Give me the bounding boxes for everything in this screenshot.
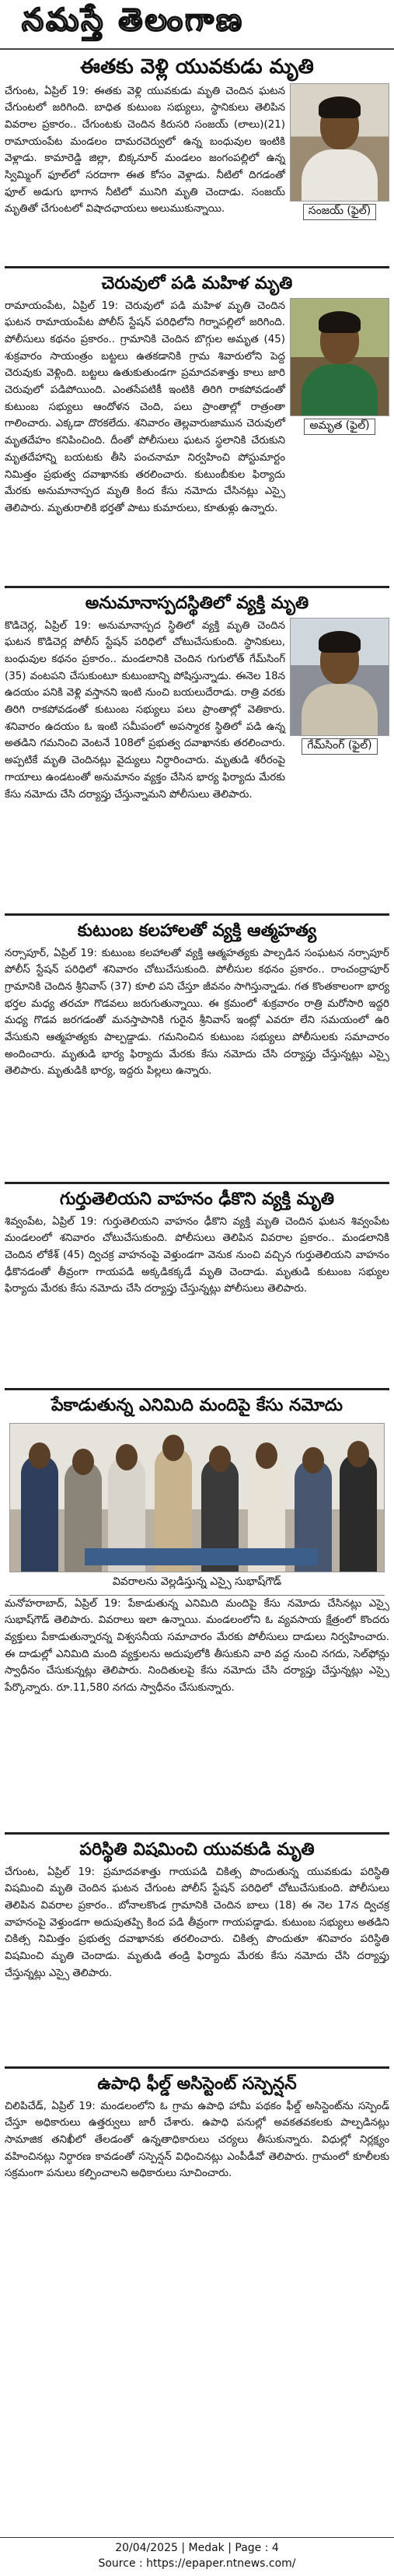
article-swimming-death	[0, 50, 394, 266]
page-footer	[0, 2537, 394, 2576]
article-body: శివ్వంపేట, ఏప్రిల్ 19: గుర్తుతెలియని వాహనం ఢీకొని వ్యక్తి మృతి చెందిన ఘటన శివ్వంపేట మండలంలో శనివారం చోటుచేసుకుంది. పోలీసులు తెలిపిన వివరాల ప్రకారం.. మండలానికి చెందిన లోకేశ్ (45) ద్విచక్ర వాహనంపై వెళ్తుండగా వెనుక నుంచి వచ్చిన గుర్తుతెలియని వాహనం ఢీకొనడంతో తీవ్రంగా గాయపడి అక్కడికక్కడే మృతి చెందాడు. మృతుడి కుటుంబ సభ్యుల ఫిర్యాదు మేరకు కేసు నమోదు చేసి దర్యాప్తు చేస్తున్నట్లు పోలీసులు తెలిపారు.	[5, 1215, 389, 1295]
article-body: చిలిపిచేడ్, ఏప్రిల్ 19: మండలంలోని ఓ గ్రామ ఉపాధి హామీ పథకం ఫీల్డ్ అసిస్టెంట్‌ను సస్పెండ్ చేస్తూ అధికారులు ఉత్తర్వులు జారీ చేశారు. ఉపాధి పనుల్లో అవకతవకలకు పాల్పడినట్లు సామాజిక తనిఖీలో తేలడంతో ఉన్నతాధికారులు చర్యలు తీసుకున్నారు. విధుల్లో నిర్లక్ష్యం వహించినట్లు నిర్ధారణ కావడంతో సస్పెన్షన్ విధించినట్లు ఎంపీడీవో తెలిపారు. గ్రామంలో కూలీలకు సక్రమంగా పనులు కల్పించాలని అధికారులు సూచించారు.	[5, 2100, 389, 2180]
article-headline: చెరువులో పడి మహిళ మృతి	[101, 274, 293, 293]
article-body: నర్సాపూర్, ఏప్రిల్ 19: కుటుంబ కలహాలతో వ్యక్తి ఆత్మహత్యకు పాల్పడిన సంఘటన నర్సాపూర్ పోలీస్ స్టేషన్ పరిధిలో శనివారం చోటుచేసుకుంది. పోలీసుల కథనం ప్రకారం.. రాంచంద్రాపూర్ గ్రామానికి చెందిన శ్రీనివాస్ (37) కూలి పని చేస్తూ జీవనం సాగిస్తున్నాడు. గత కొంతకాలంగా భార్య భర్తల మధ్య తరచూ గొడవలు జరుగుతున్నాయి. ఈ క్రమంలో శుక్రవారం రాత్రి మరోసారి ఇద్దరి మధ్య గొడవ జరగడంతో మనస్తాపానికి గురైన శ్రీనివాస్ ఇంట్లో ఎవరూ లేని సమయంలో ఉరి వేసుకుని ఆత్మహత్యకు పాల్పడ్డాడు. గమనించిన కుటుంబ సభ్యులు పోలీసులకు సమాచారం అందించారు. మృతుడి భార్య ఫిర్యాదు మేరకు కేసు నమోదు చేసి దర్యాప్తు చేస్తున్నట్లు ఎస్సై తెలిపారు. మృతుడికి భార్య, ఇద్దరు పిల్లలు ఉన్నారు.	[5, 947, 389, 1078]
article-suicide	[0, 916, 394, 1182]
article-vehicle-accident	[0, 1184, 394, 1388]
footer-source-link[interactable]: Source : https://epaper.ntnews.com/	[98, 2557, 296, 2571]
article-youth-death	[0, 1835, 394, 2066]
footer-date-edition: 20/04/2025 | Medak | Page : 4	[115, 2542, 279, 2554]
article-pond-death	[0, 268, 394, 586]
article-suspicious-death	[0, 588, 394, 913]
article-gambling-case	[0, 1390, 394, 1832]
article-body: రామాయంపేట, ఏప్రిల్ 19: చెరువులో పడి మహిళ మృతి చెందిన ఘటన రామాయంపేట పోలీస్ స్టేషన్ పరిధిలోని గిర్నాపల్లిలో జరిగింది. పోలీసులు కథనం ప్రకారం.. గ్రామానికి చెందిన బొగ్గుల అమృత (45) శుక్రవారం సాయంత్రం బట్టలు ఉతకడానికి గ్రామ శివారులోని పెద్ద చెరువుకు వెళ్లింది. బట్టలు ఉతుకుతుండగా ప్రమాదవశాత్తు కాలు జారి చెరువులో పడిపోయింది. ఎంతసేపటికీ ఇంటికి తిరిగి రాకపోవడంతో కుటుంబ సభ్యులు ఆందోళన చెంది, పలు ప్రాంతాల్లో రాత్రంతా గాలించారు. ఎక్కడా దొరకలేదు. శనివారం తెల్లవారుజామున చెరువులో మృతదేహం కనిపించింది. దీంతో పోలీసులు ఘటన స్థలానికి చేరుకుని మృతదేహాన్ని బయటకు తీసి పంచనామా నిర్వహించి పోస్టుమార్టం నిమిత్తం ప్రభుత్వ దవాఖానకు తరలించారు. కుటుంబీకుల ఫిర్యాదు మేరకు అనుమానాస్పద మృతి కింద కేసు నమోదు చేసినట్లు ఎస్సై తెలిపారు. మృతురాలికి భర్తతో పాటు కుమారులు, కూతుళ్లు ఉన్నారు.	[5, 300, 285, 514]
article-body: చేగుంట, ఏప్రిల్ 19: ప్రమాదవశాత్తు గాయపడి చికిత్స పొందుతున్న యువకుడు పరిస్థితి విషమించి మృతి చెందిన ఘటన చేగుంట పోలీస్ స్టేషన్ పరిధిలో చోటుచేసుకుంది. పోలీసులు తెలిపిన వివరాల ప్రకారం.. బోనాలకొండ గ్రామానికి చెందిన బాలు (18) ఈ నెల 17న ద్విచక్ర వాహనంపై వెళ్తుండగా అదుపుతప్పి కింద పడి తీవ్రంగా గాయపడ్డాడు. కుటుంబ సభ్యులు అతడిని చికిత్స నిమిత్తం ప్రభుత్వ దవాఖానకు తరలించారు. చికిత్స పొందుతూ శనివారం పరిస్థితి విషమించి మృతి చెందాడు. మృతుడి తండ్రి ఫిర్యాదు మేరకు కేసు నమోదు చేసి దర్యాప్తు చేస్తున్నట్లు ఎస్సై తెలిపారు.	[5, 1866, 389, 1979]
article-headline: ఉపాధి ఫీల్డ్ అసిస్టెంట్ సస్పెన్షన్	[97, 2074, 297, 2094]
article-content	[5, 298, 389, 517]
portrait-image	[290, 83, 389, 202]
article-headline: అనుమానాస్పదస్థితిలో వ్యక్తి మృతి	[85, 594, 309, 613]
article-suspension	[0, 2069, 394, 2263]
article-photo	[290, 298, 389, 517]
portrait-image	[290, 298, 389, 416]
article-headline: పేకాడుతున్న ఎనిమిది మందిపై కేసు నమోదు	[51, 1396, 343, 1415]
article-body: మనోహరాబాద్, ఏప్రిల్ 19: పేకాడుతున్న ఎనిమిది మందిపై కేసు నమోదు చేసినట్లు ఎస్సై సుభాష్‌గౌడ్ తెలిపారు. వివరాలు ఇలా ఉన్నాయి. మండలంలోని ఓ వ్యవసాయ క్షేత్రంలో కొందరు వ్యక్తులు పేకాడుతున్నారన్న విశ్వసనీయ సమాచారం మేరకు పోలీసులు దాడులు నిర్వహించారు. ఈ దాడుల్లో ఎనిమిది మంది వ్యక్తులను అదుపులోకి తీసుకుని వారి వద్ద నుంచి నగదు, సెల్‌ఫోన్లు స్వాధీనం చేసుకున్నట్లు తెలిపారు. నిందితులపై కేసు నమోదు చేసి దర్యాప్తు చేస్తున్నట్లు ఎస్సై పేర్కొన్నారు. రూ.11,580 నగదు స్వాధీనం చేసుకున్నారు.	[5, 1597, 389, 1695]
article-headline: కుటుంబ కలహాలతో వ్యక్తి ఆత్మహత్య	[77, 921, 317, 941]
press-meet-photo	[9, 1423, 385, 1572]
photo-caption: అమృత (ఫైల్)	[304, 419, 375, 435]
article-body: చేగుంట, ఏప్రిల్ 19: ఈతకు వెళ్లి యువకుడు మృతి చెందిన ఘటన చేగుంటలో జరిగింది. బాధిత కుటుంబ సభ్యులు, స్థానికులు తెలిపిన వివరాల ప్రకారం.. చేగుంటకు చెందిన కిరుసరి సంజయ్ (లాలు)(21) రామాయంపేట మండలం దామరచెర్వులో ఉన్న బంధువుల ఇంటికి వెళ్లాడు. కామారెడ్డి జిల్లా, బిక్కనూర్ మండలం జంగంపల్లిలో ఉన్న స్విమ్మింగ్ ఫూల్‌లో సరదాగా ఈత కోసం వెళ్లాడు. నీటిలో దిగడంతో ఫూల్ అడుగు భాగాన నీటిలో మునిగి మృతి చెందాడు. సంజయ్ మృతితో చేగుంటలో విషాదఛాయలు అలుముకున్నాయి.	[5, 85, 285, 216]
photo-caption: గేమ్‌సింగ్ (ఫైల్)	[302, 738, 377, 755]
photo-caption: వివరాలను వెల్లడిస్తున్న ఎస్సై సుభాష్‌గౌడ్	[112, 1575, 282, 1588]
article-headline: పరిస్థితి విషమించి యువకుడి మృతి	[79, 1840, 315, 1859]
article-content	[5, 618, 389, 804]
article-photo	[290, 83, 389, 220]
article-photo	[290, 618, 389, 804]
photo-caption: సంజయ్ (ఫైల్)	[303, 204, 376, 220]
masthead-title: నమస్తే తెలంగాణ	[22, 2, 245, 38]
article-headline: ఈతకు వెళ్లి యువకుడు మృతి	[80, 55, 314, 79]
portrait-image	[290, 618, 389, 736]
masthead	[0, 0, 394, 50]
article-headline: గుర్తుతెలియని వాహనం ఢీకొని వ్యక్తి మృతి	[59, 1190, 335, 1209]
article-body: కొడిచెర్ల, ఏప్రిల్ 19: అనుమానాస్పద స్థితిలో వ్యక్తి మృతి చెందిన ఘటన కొడిచెర్ల పోలీస్ స్టేషన్ పరిధిలో చోటుచేసుకుంది. స్థానికులు, బంధువుల కథనం ప్రకారం.. మండలానికి చెందిన గుగులోత్ గేమ్‌సింగ్ (35) వంటపని చేసుకుంటూ కుటుంబాన్ని పోషిస్తున్నాడు. ఈనెల 18న ఉదయం పనికి వెళ్లి వస్తానని ఇంటి నుంచి బయలుదేరాడు. రాత్రి వరకు తిరిగి రాకపోవడంతో కుటుంబ సభ్యులు పలు ప్రాంతాల్లో వెతికారు. శనివారం ఉదయం ఓ ఇంటి సమీపంలో అపస్మారక స్థితిలో పడి ఉన్న అతడిని గమనించి వెంటనే 108లో ప్రభుత్వ దవాఖానకు తరలించారు. అప్పటికే మృతి చెందినట్లు వైద్యులు నిర్ధారించారు. మృతుడి శరీరంపై గాయాలు ఉండటంతో అనుమానం వ్యక్తం చేసిన భార్య ఫిర్యాదు మేరకు కేసు నమోదు చేసి దర్యాప్తు చేస్తున్నామని పోలీసులు తెలిపారు.	[5, 619, 285, 801]
article-content	[5, 83, 389, 220]
